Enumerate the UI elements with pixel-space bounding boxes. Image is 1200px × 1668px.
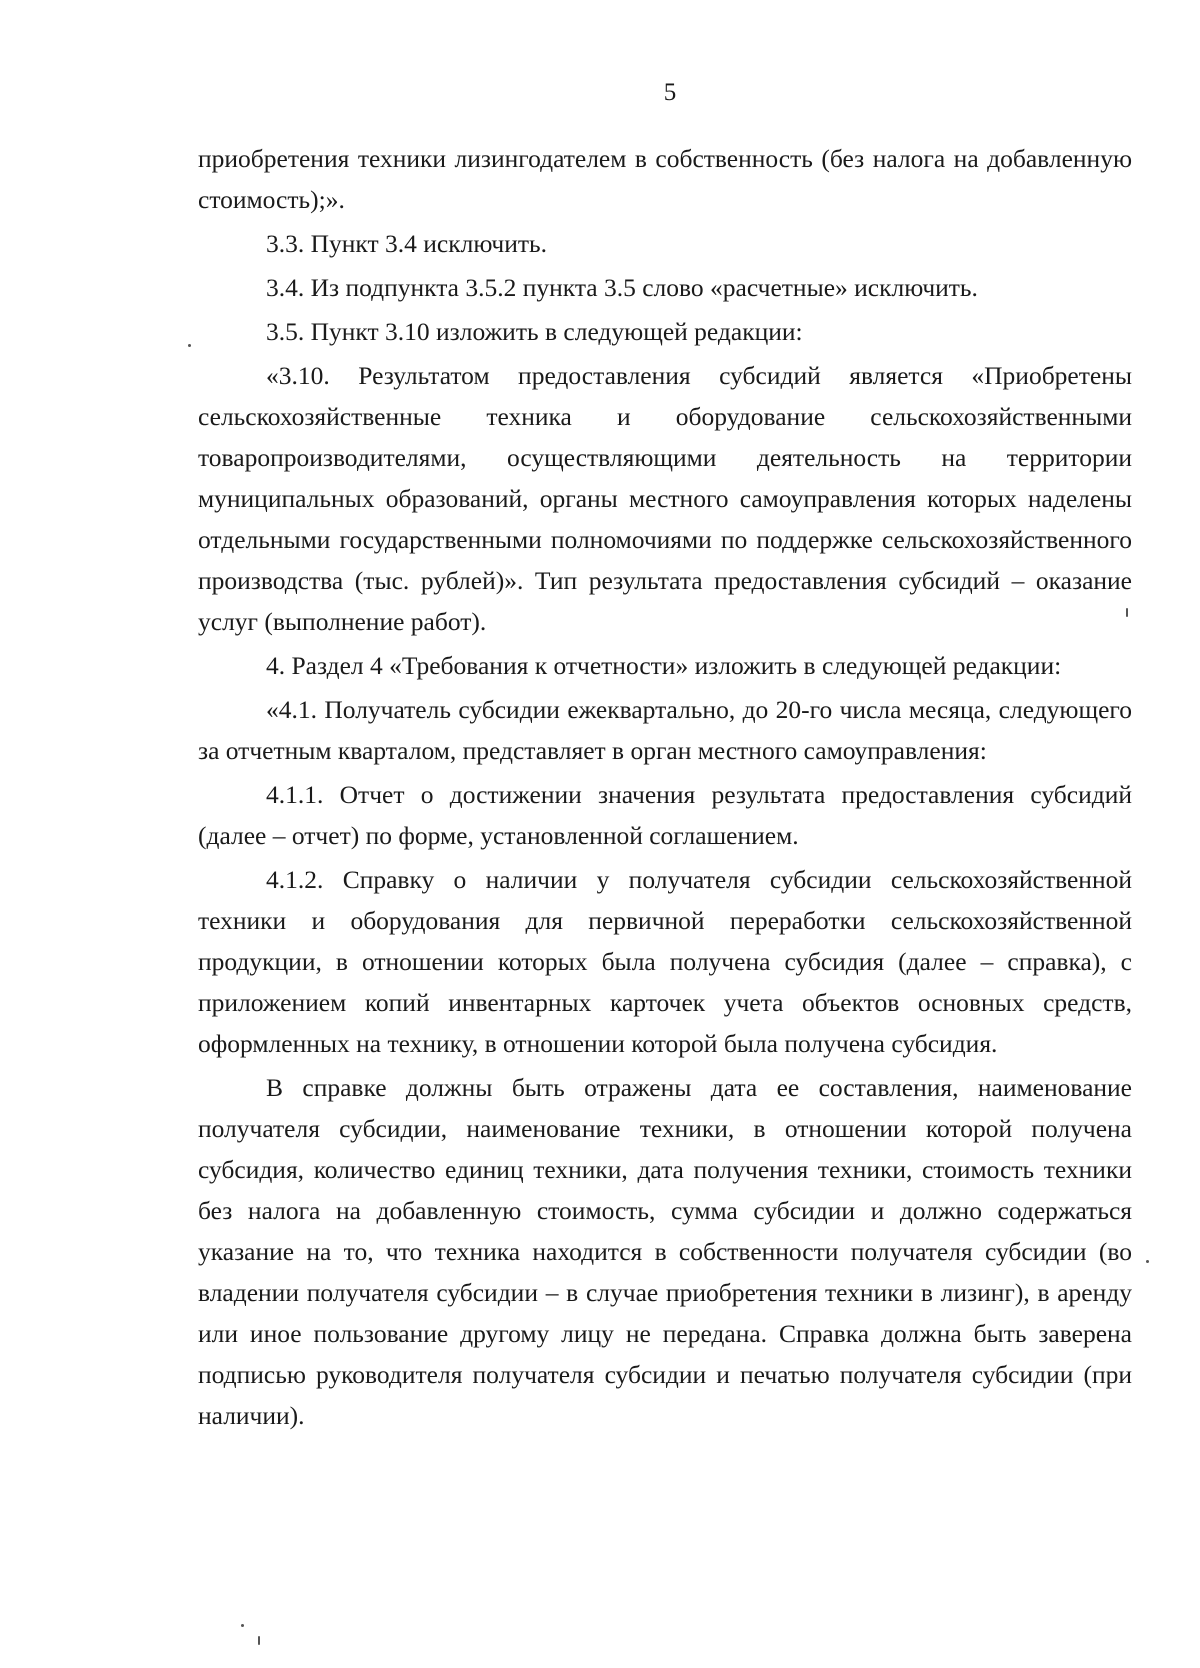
paragraph-3-4: 3.4. Из подпункта 3.5.2 пункта 3.5 слово «расчетные» исключить.: [266, 273, 978, 302]
paragraph-3-10-quote: «3.10. Результатом предоставления субсидий является «Приобретены сельскохозяйственные техника и оборудование сельскохозяйственными товаропроизводителями, осуществляющими деятельность на территории муниципальных образований, органы местного самоуправления которых наделены отдельными государственными полномочиями по поддержке сельскохозяйственного производства (тыс. рублей)». Тип результата предоставления субсидий – оказание услуг (выполнение работ).: [198, 361, 1132, 636]
paragraph-continuation: приобретения техники лизингодателем в собственность (без налога на добавленную стоимость);».: [198, 144, 1132, 214]
paragraph-3-5: 3.5. Пункт 3.10 изложить в следующей редакции:: [266, 317, 803, 346]
paragraph-4-1-2: 4.1.2. Справку о наличии у получателя субсидии сельскохозяйственной техники и оборудования для первичной переработки сельскохозяйственной продукции, в отношении которых была получена субсидия (далее – справка), с приложением копий инвентарных карточек учета объектов основных средств, оформленных на технику, в отношении которой была получена субсидия.: [198, 865, 1132, 1058]
paragraph-4-1-1: 4.1.1. Отчет о достижении значения результата предоставления субсидий (далее – отчет) по форме, установленной соглашением.: [198, 780, 1132, 850]
scan-speck: [241, 1624, 244, 1627]
scan-speck: [1126, 608, 1128, 617]
paragraph-4-1: «4.1. Получатель субсидии ежеквартально, до 20-го числа месяца, следующего за отчетным кварталом, представляет в орган местного самоуправления:: [198, 695, 1132, 765]
scan-speck: [258, 1636, 260, 1645]
paragraph-report-requirements: В справке должны быть отражены дата ее составления, наименование получателя субсидии, наименование техники, в отношении которой получена субсидия, количество единиц техники, дата получения техники, стоимость техники без налога на добавленную стоимость, сумма субсидии и должно содержаться указание на то, что техника находится в собственности получателя субсидии (во владении получателя субсидии – в случае приобретения техники в лизинг), в аренду или иное пользование другому лицу не передана. Справка должна быть заверена подписью руководителя получателя субсидии и печатью получателя субсидии (при наличии).: [198, 1073, 1132, 1430]
scan-speck: [1146, 1260, 1149, 1263]
paragraph-4: 4. Раздел 4 «Требования к отчетности» изложить в следующей редакции:: [266, 651, 1062, 680]
page-number: 5: [663, 79, 677, 106]
document-body: [198, 138, 1132, 1436]
paragraph-3-3: 3.3. Пункт 3.4 исключить.: [266, 229, 548, 258]
scan-speck: [188, 344, 191, 347]
